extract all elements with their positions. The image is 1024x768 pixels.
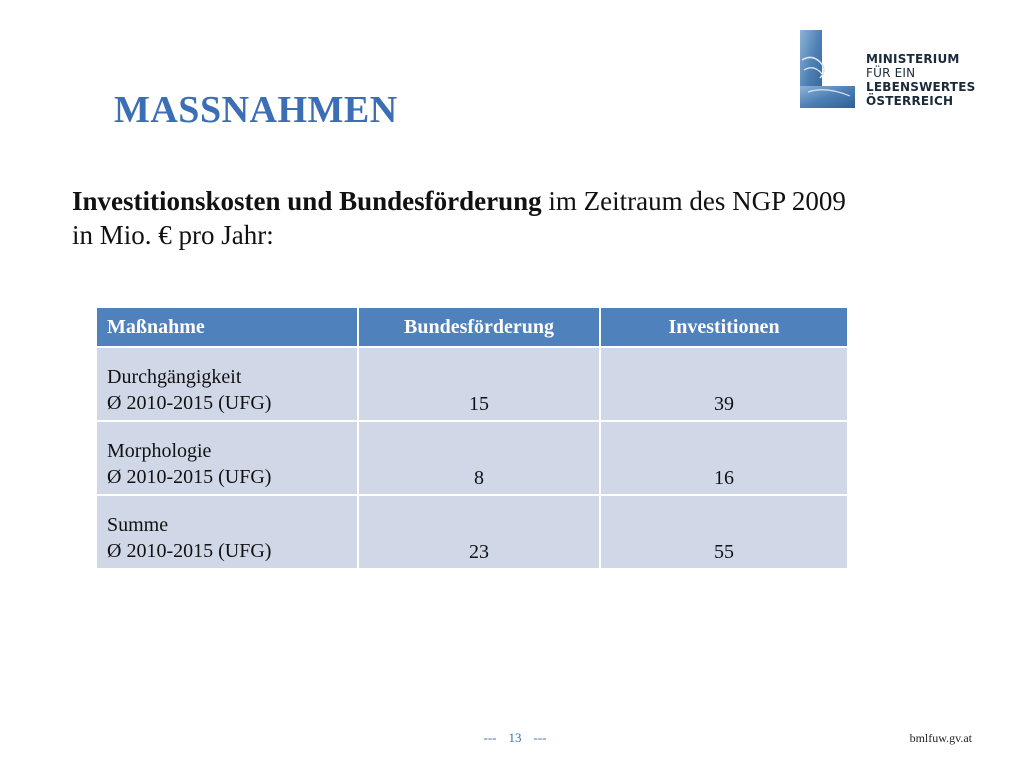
row-label [97, 422, 357, 494]
table-row [97, 348, 847, 420]
ministry-logo [800, 30, 975, 110]
slide-subtitle [72, 184, 992, 252]
page-number [470, 730, 560, 746]
cell-investitionen: 16 [601, 422, 847, 494]
table-header-row [97, 308, 847, 346]
row-period: Ø 2010-2015 (UFG) [107, 392, 272, 414]
page-dash-right: --- [533, 730, 547, 745]
row-label [97, 348, 357, 420]
ministry-logo-text [866, 52, 975, 108]
measures-table [95, 306, 849, 570]
page-number-value: 13 [508, 730, 522, 745]
row-name: Summe [107, 514, 169, 536]
subtitle-bold-part: Investitionskosten und Bundesförderung [72, 186, 542, 216]
cell-bundesfoerderung: 23 [359, 496, 599, 568]
logo-line-2: FÜR EIN [866, 66, 916, 80]
page-dash-left: --- [483, 730, 497, 745]
header-bundesfoerderung: Bundesförderung [359, 308, 599, 346]
footer-url: bmlfuw.gv.at [909, 731, 972, 745]
row-name: Morphologie [107, 440, 212, 462]
table-row [97, 422, 847, 494]
table-row [97, 496, 847, 568]
cell-bundesfoerderung: 15 [359, 348, 599, 420]
slide-title: MASSNAHMEN [114, 89, 398, 131]
subtitle-rest-line1: im Zeitraum des NGP 2009 [541, 186, 846, 216]
row-name: Durchgängigkeit [107, 366, 242, 388]
subtitle-line2: in Mio. € pro Jahr: [72, 220, 274, 250]
ministry-logo-mark-icon [800, 30, 855, 108]
header-investitionen: Investitionen [601, 308, 847, 346]
row-period: Ø 2010-2015 (UFG) [107, 466, 272, 488]
logo-line-3: LEBENSWERTES [866, 80, 976, 94]
logo-line-4: ÖSTERREICH [866, 94, 954, 108]
logo-line-1: MINISTERIUM [866, 52, 960, 66]
cell-investitionen: 55 [601, 496, 847, 568]
header-massnahme: Maßnahme [97, 308, 357, 346]
cell-investitionen: 39 [601, 348, 847, 420]
row-label [97, 496, 357, 568]
row-period: Ø 2010-2015 (UFG) [107, 540, 272, 562]
cell-bundesfoerderung: 8 [359, 422, 599, 494]
